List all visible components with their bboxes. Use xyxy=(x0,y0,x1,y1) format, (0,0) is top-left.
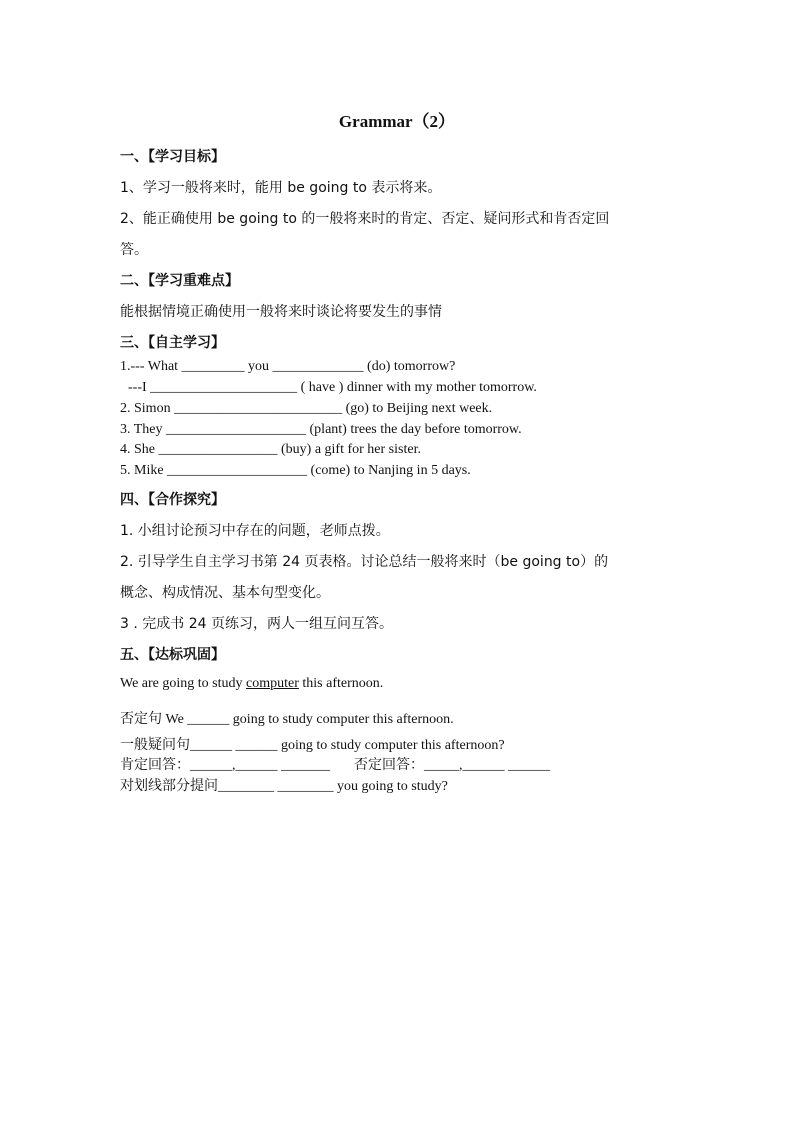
objective-item-1: 1、学习一般将来时，能用 be going to 表示将来。 xyxy=(120,180,442,196)
exercise-q1-line2: ---I _____________________ ( have ) dinner with my mother tomorrow. xyxy=(128,380,537,395)
section-heading-consolidation: 五、【达标巩固】 xyxy=(120,647,225,663)
cooperation-item-2: 2. 引导学生自主学习书第 24 页表格。讨论总结一般将来时（be going to）的 xyxy=(120,554,609,570)
section-heading-key-points: 二、【学习重难点】 xyxy=(120,273,239,289)
cooperation-item-3: 3 . 完成书 24 页练习，两人一组互问互答。 xyxy=(120,616,393,632)
section-heading-cooperation: 四、【合作探究】 xyxy=(120,492,225,508)
cooperation-item-2-cont: 概念、构成情况、基本句型变化。 xyxy=(120,585,330,601)
key-points-text: 能根据情境正确使用一般将来时谈论将要发生的事情 xyxy=(120,304,442,320)
negative-sentence: 否定句 We ______ going to study computer this afternoon. xyxy=(120,712,454,727)
objective-item-2-cont: 答。 xyxy=(120,242,148,258)
sentence-before: We are going to study xyxy=(120,676,247,691)
section-heading-self-study: 三、【自主学习】 xyxy=(120,335,225,351)
sentence-after: this afternoon. xyxy=(298,676,384,691)
exercise-q1-line1: 1.--- What _________ you _____________ (do) tomorrow? xyxy=(120,359,456,374)
objective-item-2: 2、能正确使用 be going to 的一般将来时的肯定、否定、疑问形式和肯否定回 xyxy=(120,211,610,227)
exercise-q5: 5. Mike ____________________ (come) to Nanjing in 5 days. xyxy=(120,463,471,478)
negative-answer: 否定回答：_____,______ ______ xyxy=(354,758,550,773)
section-heading-objectives: 一、【学习目标】 xyxy=(120,149,225,165)
page-title: Grammar（2） xyxy=(338,112,456,131)
consolidation-sentence xyxy=(120,676,383,692)
exercise-q4: 4. She _________________ (buy) a gift for her sister. xyxy=(120,442,421,457)
exercise-q2: 2. Simon ________________________ (go) to Beijing next week. xyxy=(120,401,493,416)
exercise-q3: 3. They ____________________ (plant) trees the day before tomorrow. xyxy=(120,422,522,437)
affirmative-answer: 肯定回答：______,______ _______ xyxy=(120,758,330,773)
sentence-underlined-word: computer xyxy=(246,676,299,691)
yes-no-question: 一般疑问句______ ______ going to study computer this afternoon? xyxy=(120,738,505,753)
wh-question: 对划线部分提问________ ________ you going to study? xyxy=(120,779,448,794)
cooperation-item-1: 1. 小组讨论预习中存在的问题，老师点拨。 xyxy=(120,523,390,539)
